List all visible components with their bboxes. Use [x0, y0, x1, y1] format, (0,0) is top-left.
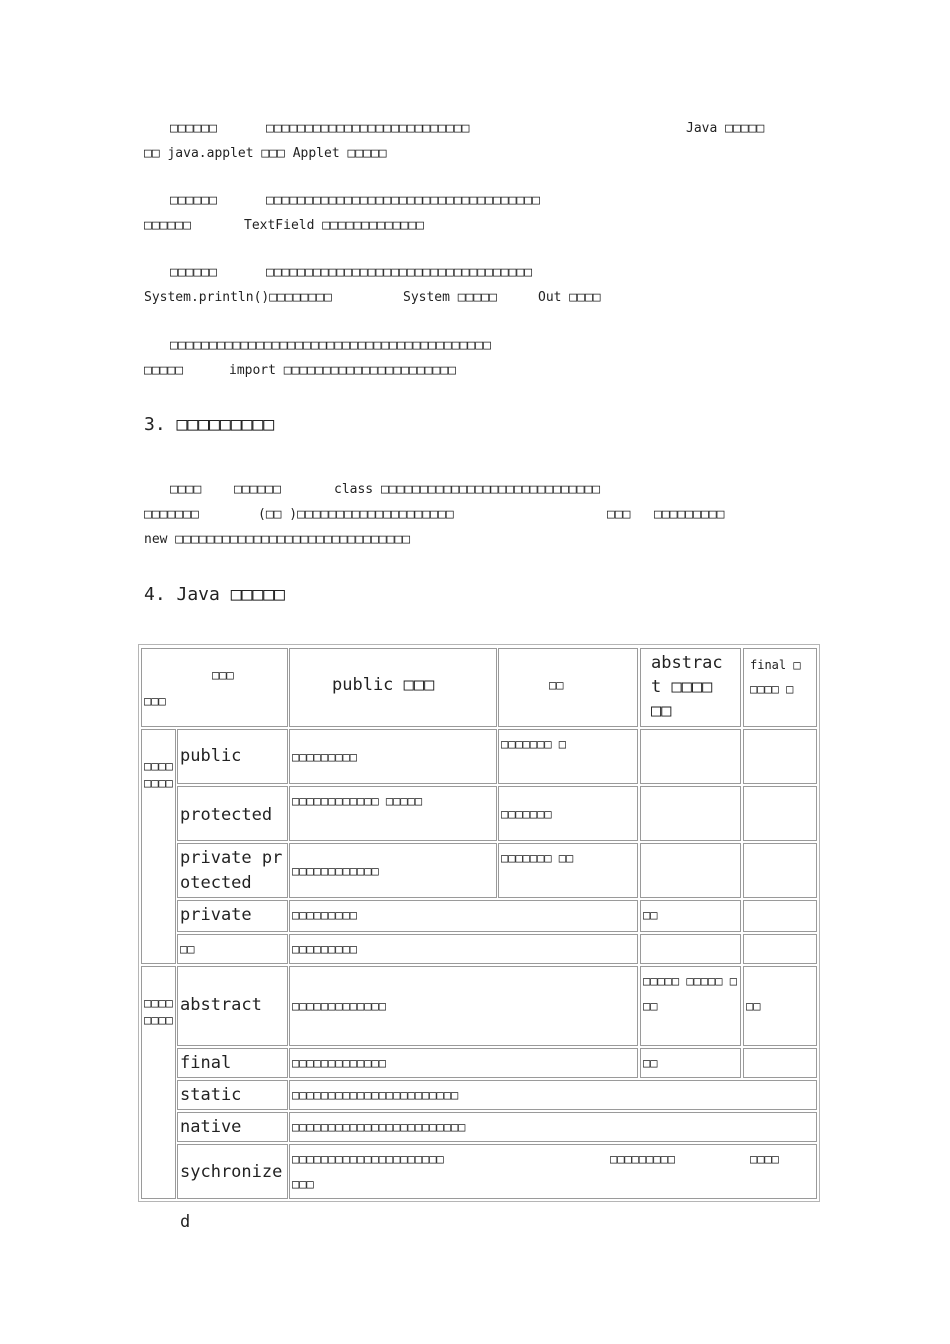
paragraph-text: □□□□□□□□□□□□□□□□□□□□□□□□□□□□□□□□□□□ — [266, 193, 540, 208]
paragraph-text: Out □□□□ — [538, 290, 601, 305]
row-label-public: public — [177, 729, 288, 784]
cell-text: □□□□□□□□□□□□□□□□□□□□□ — [292, 1152, 444, 1166]
row-label-protected: protected — [177, 786, 288, 841]
table-cell: □□□□□□□□□□□□ — [289, 843, 497, 898]
cell-text: □□□ — [292, 1177, 314, 1191]
paragraph-text: □□□□□□□□□ — [654, 507, 725, 522]
table-cell: □□□□□ □□□□□ □□□ — [640, 966, 741, 1046]
paragraph-text: □□□□□□□□□□□□□□□□□□□□□□□□□□ — [266, 121, 470, 136]
paragraph-text: new □□□□□□□□□□□□□□□□□□□□□□□□□□□□□□ — [144, 532, 411, 547]
row-label-static: static — [177, 1080, 288, 1110]
paragraph-text: □□□ — [607, 507, 631, 522]
column-header-abstract: abstract □□□□ □□ — [640, 648, 741, 727]
column-header-label: public □□□ — [332, 675, 435, 695]
table-cell: □□□□□□□□□ — [289, 729, 497, 784]
table-cell: □□□□□□□□□□□□□ — [289, 966, 638, 1046]
table-cell: □□□□□□□□□ — [289, 934, 638, 964]
column-header-public — [289, 648, 497, 727]
paragraph-text: System □□□□□ — [403, 290, 497, 305]
section-heading: 4. Java □□□□□ — [144, 584, 285, 605]
paragraph-text: System.println()□□□□□□□□ — [144, 290, 332, 305]
paragraph-text: □□□□□□ — [170, 121, 217, 136]
corner-bottom-label: □□□ — [144, 694, 166, 708]
row-label-native: native — [177, 1112, 288, 1142]
paragraph-text: □□□□□□□□□□□□□□□□□□□□□□□□□□□□□□□□□□ — [266, 265, 533, 280]
table-cell: □□□□□□□□□□□□□□□□□□□□□□□□ — [289, 1112, 817, 1142]
row-label-synchronized: sychronized — [177, 1144, 288, 1199]
table-cell — [640, 843, 741, 898]
table-cell — [743, 786, 817, 841]
table-cell — [743, 843, 817, 898]
paragraph-text: □□□□□ — [144, 363, 184, 378]
table-cell: □□□□□□□ □ — [498, 729, 638, 784]
cell-text: □□□□□□□□□ — [610, 1152, 676, 1166]
group-label-member-access: □□□□□□□□ — [141, 729, 176, 964]
paragraph-text: □□□□□□ — [144, 218, 191, 233]
table-cell: □□ — [640, 1048, 741, 1078]
paragraph-text: □□□□ — [170, 482, 202, 497]
row-label-default: □□ — [177, 934, 288, 964]
paragraph-text: class □□□□□□□□□□□□□□□□□□□□□□□□□□□□ — [334, 482, 601, 497]
paragraph-text: □□□□□□ — [170, 193, 217, 208]
paragraph-text: TextField □□□□□□□□□□□□□ — [244, 218, 425, 233]
row-label-abstract: abstract — [177, 966, 288, 1046]
paragraph-text: □□□□□□ — [234, 482, 281, 497]
paragraph-text: □□□□□□□□□□□□□□□□□□□□□□□□□□□□□□□□□□□□□□□□□ — [170, 338, 491, 353]
table-corner-header — [141, 648, 288, 727]
paragraph-text: import □□□□□□□□□□□□□□□□□□□□□□ — [229, 363, 456, 378]
table-cell — [289, 1144, 817, 1199]
table-cell — [640, 786, 741, 841]
paragraph-text: □□□□□□ — [170, 265, 217, 280]
column-header-final: final □ □□□□ □ — [743, 648, 817, 727]
paragraph-text: □□□□□□□ — [144, 507, 199, 522]
table-cell — [640, 934, 741, 964]
table-cell: □□□□□□□□□□□□□ — [289, 1048, 638, 1078]
table-cell: □□ — [743, 966, 817, 1046]
table-cell: □□ — [640, 900, 741, 932]
table-cell: □□□□□□□□□□□□ □□□□□ — [289, 786, 497, 841]
table-cell: □□□□□□□ — [498, 786, 638, 841]
section-heading: 3. □□□□□□□□□ — [144, 414, 275, 435]
row-label-final: final — [177, 1048, 288, 1078]
group-label-other-modifiers: □□□□□□□□ — [141, 966, 176, 1199]
paragraph-text: □□ java.applet □□□ Applet □□□□□ — [144, 146, 387, 161]
column-header-default — [498, 648, 638, 727]
table-cell: □□□□□□□ □□ — [498, 843, 638, 898]
row-label-private-protected: private protected — [177, 843, 288, 898]
table-cell — [743, 1048, 817, 1078]
column-header-label: □□ — [549, 678, 564, 692]
paragraph-text: Java □□□□□ — [686, 121, 765, 136]
cell-text: □□□□ — [750, 1152, 779, 1166]
row-label-private: private — [177, 900, 288, 932]
table-cell — [743, 900, 817, 932]
paragraph-text: (□□ )□□□□□□□□□□□□□□□□□□□□ — [258, 507, 454, 522]
table-cell — [640, 729, 741, 784]
table-cell: □□□□□□□□□□□□□□□□□□□□□□□ — [289, 1080, 817, 1110]
table-cell — [743, 729, 817, 784]
table-cell: □□□□□□□□□ — [289, 900, 638, 932]
table-cell — [743, 934, 817, 964]
corner-top-label: □□□ — [212, 668, 234, 682]
